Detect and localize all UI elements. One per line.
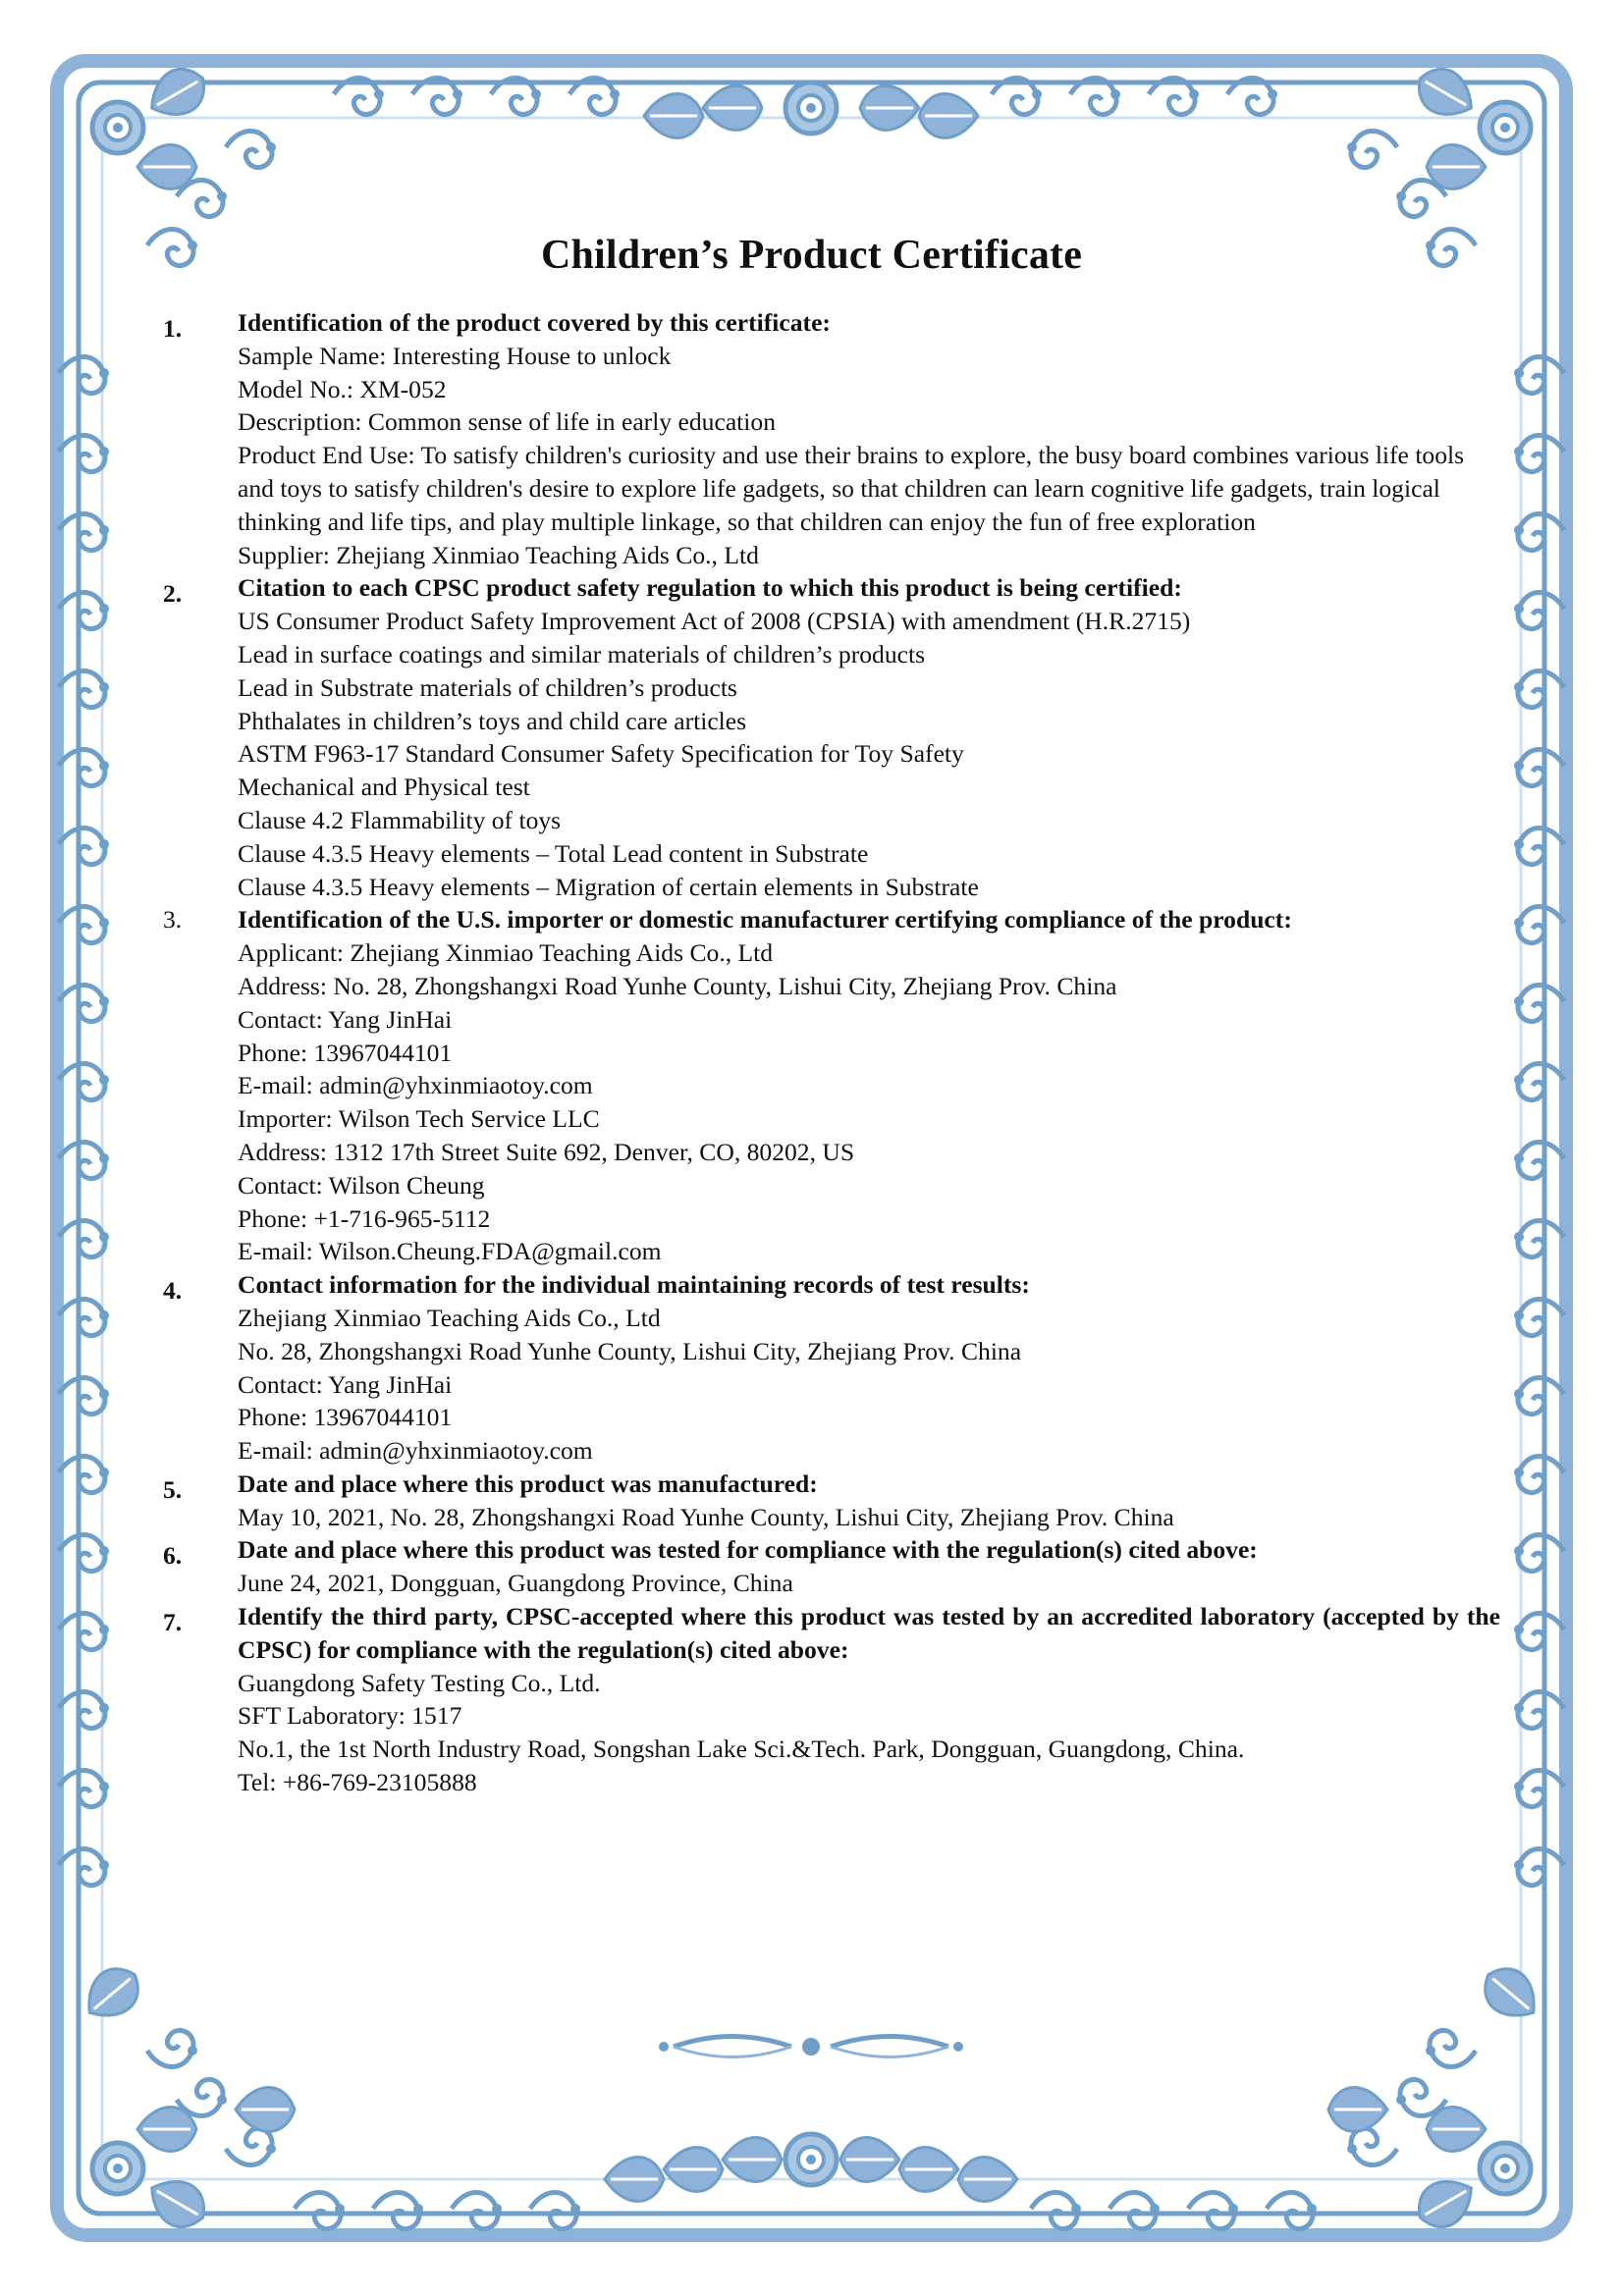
lab-number: SFT Laboratory: 1517 bbox=[238, 1701, 462, 1731]
section-heading: Date and place where this product was tested for compliance with the regulation(s) cited above: bbox=[238, 1535, 1258, 1565]
applicant-phone: Phone: 13967044101 bbox=[238, 1038, 453, 1067]
model-number: Model No.: XM-052 bbox=[238, 374, 447, 403]
regulation-line: US Consumer Product Safety Improvement Act of 2008 (CPSIA) with amendment (H.R.2715) bbox=[238, 607, 1191, 636]
product-end-use: Product End Use: To satisfy children's curiosity and use their brains to explore, the busy board combines various life tools and toys to satisfy children's desire to explore life gadgets, so that children can learn cognitive life gadgets, train logical thinking and life tips, and play multiple linkage, so that children can enjoy the fun of free exploration bbox=[238, 441, 1465, 536]
regulation-line: Clause 4.2 Flammability of toys bbox=[238, 805, 562, 834]
lab-address: No.1, the 1st North Industry Road, Songshan Lake Sci.&Tech. Park, Dongguan, Guangdong, China. bbox=[238, 1735, 1245, 1764]
records-phone: Phone: 13967044101 bbox=[238, 1403, 453, 1432]
section-number: 3. bbox=[163, 905, 183, 934]
regulation-line: Phthalates in children’s toys and child care articles bbox=[238, 706, 747, 735]
regulation-line: Clause 4.3.5 Heavy elements – Migration of certain elements in Substrate bbox=[238, 872, 979, 901]
importer-contact: Contact: Wilson Cheung bbox=[238, 1170, 485, 1200]
section-5 bbox=[163, 1468, 1500, 1534]
description: Description: Common sense of life in early education bbox=[238, 407, 776, 437]
regulation-line: Clause 4.3.5 Heavy elements – Total Lead content in Substrate bbox=[238, 838, 869, 868]
regulation-line: Lead in surface coatings and similar materials of children’s products bbox=[238, 639, 926, 668]
importer-phone: Phone: +1-716-965-5112 bbox=[238, 1203, 491, 1233]
applicant-email: E-mail: admin@yhxinmiaotoy.com bbox=[238, 1071, 593, 1100]
section-number: 4. bbox=[163, 1276, 183, 1306]
section-1 bbox=[163, 306, 1500, 571]
section-number: 6. bbox=[163, 1541, 183, 1571]
section-3 bbox=[163, 903, 1500, 1268]
section-number: 2. bbox=[163, 579, 183, 609]
sample-name: Sample Name: Interesting House to unlock bbox=[238, 341, 672, 370]
importer-address: Address: 1312 17th Street Suite 692, Denver, CO, 80202, US bbox=[238, 1137, 855, 1166]
certificate-body bbox=[163, 306, 1500, 1799]
section-7 bbox=[163, 1600, 1500, 1799]
section-2 bbox=[163, 571, 1500, 903]
section-4 bbox=[163, 1268, 1500, 1468]
lab-name: Guangdong Safety Testing Co., Ltd. bbox=[238, 1668, 601, 1697]
importer: Importer: Wilson Tech Service LLC bbox=[238, 1104, 600, 1134]
section-heading: Identify the third party, CPSC-accepted where this product was tested by an accredited laboratory (accepted by the CPSC) for compliance with the regulation(s) cited above: bbox=[238, 1602, 1500, 1664]
section-heading: Identification of the U.S. importer or domestic manufacturer certifying compliance of the product: bbox=[238, 905, 1292, 934]
page-title: Children’s Product Certificate bbox=[540, 233, 1083, 278]
supplier: Supplier: Zhejiang Xinmiao Teaching Aids Co., Ltd bbox=[238, 540, 759, 569]
section-heading: Contact information for the individual maintaining records of test results: bbox=[238, 1270, 1030, 1300]
section-heading: Citation to each CPSC product safety regulation to which this product is being certified: bbox=[238, 573, 1182, 603]
test-date-place: June 24, 2021, Dongguan, Guangdong Province, China bbox=[238, 1569, 793, 1598]
applicant-contact: Contact: Yang JinHai bbox=[238, 1004, 453, 1034]
section-number: 7. bbox=[163, 1608, 183, 1637]
records-address: No. 28, Zhongshangxi Road Yunhe County, Lishui City, Zhejiang Prov. China bbox=[238, 1336, 1022, 1365]
records-email: E-mail: admin@yhxinmiaotoy.com bbox=[238, 1436, 593, 1466]
applicant-address: Address: No. 28, Zhongshangxi Road Yunhe County, Lishui City, Zhejiang Prov. China bbox=[238, 971, 1117, 1000]
regulation-line: Mechanical and Physical test bbox=[238, 773, 530, 802]
section-number: 5. bbox=[163, 1474, 183, 1504]
lab-phone: Tel: +86-769-23105888 bbox=[238, 1768, 477, 1797]
importer-email: E-mail: Wilson.Cheung.FDA@gmail.com bbox=[238, 1237, 662, 1266]
applicant: Applicant: Zhejiang Xinmiao Teaching Aids Co., Ltd bbox=[238, 938, 774, 968]
regulation-line: ASTM F963-17 Standard Consumer Safety Specification for Toy Safety bbox=[238, 739, 964, 769]
manufacture-date-place: May 10, 2021, No. 28, Zhongshangxi Road Yunhe County, Lishui City, Zhejiang Prov. China bbox=[238, 1502, 1174, 1531]
records-company: Zhejiang Xinmiao Teaching Aids Co., Ltd bbox=[238, 1303, 661, 1332]
section-heading: Identification of the product covered by this certificate: bbox=[238, 308, 831, 337]
section-number: 1. bbox=[163, 314, 183, 343]
section-6 bbox=[163, 1533, 1500, 1600]
records-contact: Contact: Yang JinHai bbox=[238, 1369, 453, 1399]
section-heading: Date and place where this product was manufactured: bbox=[238, 1468, 818, 1498]
regulation-line: Lead in Substrate materials of children’s products bbox=[238, 672, 737, 702]
